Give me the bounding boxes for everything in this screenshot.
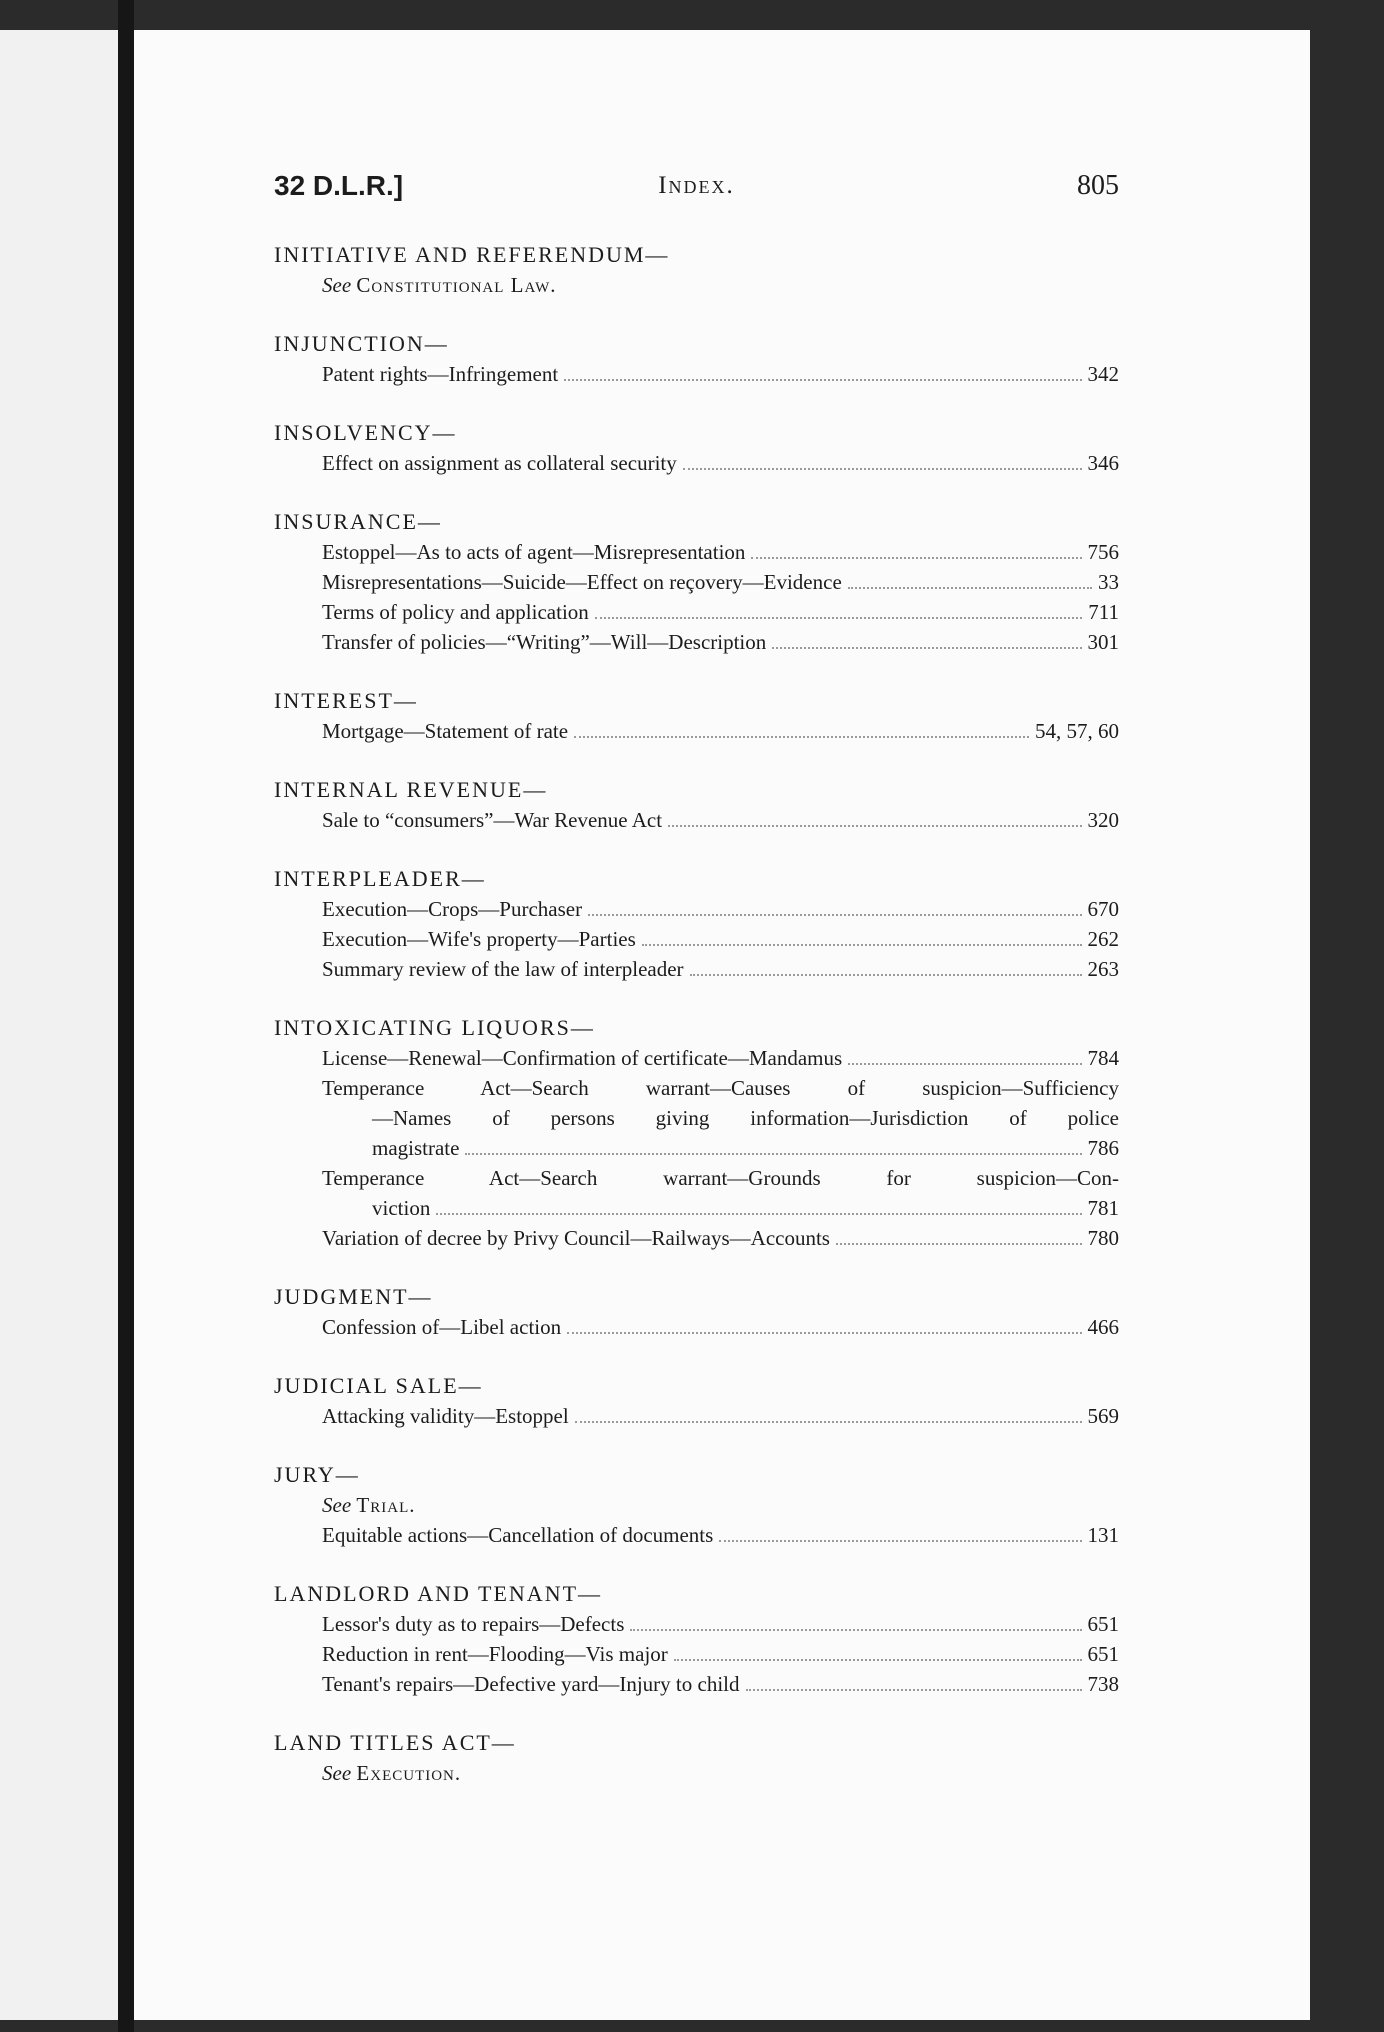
subentry-line: [274, 1193, 1119, 1223]
entry-heading: INSURANCE—: [274, 509, 442, 534]
index-subentry: [322, 716, 1119, 746]
subentry-text: magistrate: [372, 1136, 460, 1160]
entry-heading: INJUNCTION—: [274, 331, 449, 356]
subentry-text: Estoppel—As to acts of agent—Misrepresentation: [322, 540, 746, 564]
subentry-text: Summary review of the law of interpleader: [322, 957, 684, 981]
index-subentry: [322, 1043, 1119, 1073]
page-reference: 342: [1087, 362, 1119, 386]
page-reference: 301: [1087, 630, 1119, 654]
subentry-line: —Names of persons giving information—Jurisdiction of police: [372, 1106, 1119, 1130]
entry-heading: INITIATIVE AND REFERENDUM—: [274, 242, 670, 267]
subentry-list: [274, 448, 1119, 478]
index-entry: [274, 1460, 1119, 1550]
index-subentry: [322, 1401, 1119, 1431]
index-subentry: [322, 1520, 1119, 1550]
volume-reference: 32 D.L.R.]: [274, 170, 404, 201]
subentry-text: Mortgage—Statement of rate: [322, 719, 569, 743]
dot-leader: [588, 914, 1081, 916]
entry-heading: JUDGMENT—: [274, 1284, 433, 1309]
index-entry: [274, 507, 1119, 657]
entry-heading: INTERPLEADER—: [274, 866, 486, 891]
page-reference: 33: [1098, 570, 1119, 594]
dot-leader: [630, 1629, 1081, 1631]
dot-leader: [642, 944, 1082, 946]
index-entry: [274, 329, 1119, 389]
dot-leader: [836, 1243, 1082, 1245]
page-number: 805: [1077, 170, 1119, 201]
see-label: See: [322, 273, 352, 297]
see-target: Constitutional Law.: [356, 273, 557, 297]
index-subentry: [322, 627, 1119, 657]
subentry-text: Equitable actions—Cancellation of documents: [322, 1523, 714, 1547]
index-subentry: [322, 448, 1119, 478]
subentry-text: viction: [372, 1196, 431, 1220]
index-entries: [274, 240, 1119, 1788]
index-entry: [274, 1282, 1119, 1342]
page-reference: 756: [1087, 540, 1119, 564]
dot-leader: [436, 1213, 1081, 1215]
index-entry: [274, 775, 1119, 835]
subentry-line: Temperance Act—Search warrant—Causes of suspicion—Sufficiency: [322, 1076, 1119, 1100]
dot-leader: [848, 587, 1092, 589]
page-reference: 263: [1087, 957, 1119, 981]
index-subentry: [322, 359, 1119, 389]
index-entry: [274, 418, 1119, 478]
subentry-text: Confession of—Libel action: [322, 1315, 562, 1339]
subentry-list: [274, 894, 1119, 984]
entry-heading: INTOXICATING LIQUORS—: [274, 1015, 595, 1040]
entry-heading: INTEREST—: [274, 688, 418, 713]
entry-heading: JURY—: [274, 1462, 360, 1487]
index-subentry: [322, 1609, 1119, 1639]
index-entry: [274, 1728, 1119, 1788]
entry-heading: LANDLORD AND TENANT—: [274, 1581, 603, 1606]
subentry-list: [274, 1520, 1119, 1550]
subentry-list: [274, 805, 1119, 835]
index-subentry: [322, 924, 1119, 954]
dot-leader: [564, 379, 1081, 381]
subentry-list: [274, 1043, 1119, 1073]
dot-leader: [683, 468, 1082, 470]
subentry-text: Execution—Crops—Purchaser: [322, 897, 583, 921]
subentry-list: [274, 359, 1119, 389]
entry-heading: INTERNAL REVENUE—: [274, 777, 548, 802]
cross-reference: [274, 1490, 1119, 1520]
index-entry: [274, 1371, 1119, 1431]
page-reference: 131: [1087, 1523, 1119, 1547]
subentry-text: Sale to “consumers”—War Revenue Act: [322, 808, 663, 832]
dot-leader: [674, 1659, 1082, 1661]
index-subentry: [322, 1312, 1119, 1342]
see-target: Execution.: [356, 1761, 462, 1785]
see-label: See: [322, 1493, 352, 1517]
subentry-text: License—Renewal—Confirmation of certificate—Mandamus: [322, 1046, 843, 1070]
subentry-list: [274, 1401, 1119, 1431]
facing-page-edge: [0, 30, 118, 2020]
index-subentry: [322, 1639, 1119, 1669]
index-subentry: [322, 805, 1119, 835]
page-reference: 320: [1087, 808, 1119, 832]
index-entry: [274, 686, 1119, 746]
subentry-text: Variation of decree by Privy Council—Railways—Accounts: [322, 1226, 830, 1250]
see-label: See: [322, 1761, 352, 1785]
subentry-text: Patent rights—Infringement: [322, 362, 559, 386]
page-reference: 569: [1087, 1404, 1119, 1428]
index-subentry: [322, 1223, 1119, 1253]
index-subentry-multiline: [274, 1163, 1119, 1223]
index-page: [134, 30, 1310, 2020]
index-entry: [274, 864, 1119, 984]
subentry-line: Temperance Act—Search warrant—Grounds for suspicion—Con-: [322, 1166, 1119, 1190]
page-reference: 262: [1087, 927, 1119, 951]
subentry-text: Terms of policy and application: [322, 600, 589, 624]
subentry-list: [274, 1609, 1119, 1699]
page-reference: 466: [1087, 1315, 1119, 1339]
section-title: Index.: [658, 172, 735, 199]
page-reference: 780: [1087, 1226, 1119, 1250]
subentry-text: Tenant's repairs—Defective yard—Injury to child: [322, 1672, 740, 1696]
index-subentry: [322, 954, 1119, 984]
dot-leader: [690, 974, 1082, 976]
subentry-text: Misrepresentations—Suicide—Effect on reçovery—Evidence: [322, 570, 842, 594]
page-reference: 346: [1087, 451, 1119, 475]
page-reference: 738: [1087, 1672, 1119, 1696]
index-subentry: [322, 597, 1119, 627]
subentry-text: Attacking validity—Estoppel: [322, 1404, 569, 1428]
page-reference: 670: [1087, 897, 1119, 921]
index-subentry: [322, 894, 1119, 924]
subentry-text: Reduction in rent—Flooding—Vis major: [322, 1642, 668, 1666]
entry-heading: INSOLVENCY—: [274, 420, 457, 445]
subentry-list: [274, 1223, 1119, 1253]
subentry-text: Execution—Wife's property—Parties: [322, 927, 636, 951]
subentry-text: Effect on assignment as collateral security: [322, 451, 677, 475]
dot-leader: [575, 1421, 1082, 1423]
subentry-list: [274, 537, 1119, 657]
page-reference: 786: [1087, 1136, 1119, 1160]
index-entry: [274, 1013, 1119, 1253]
dot-leader: [595, 617, 1082, 619]
index-entry: [274, 1579, 1119, 1699]
page-reference: 651: [1087, 1612, 1119, 1636]
dot-leader: [746, 1689, 1082, 1691]
index-subentry-multiline: [274, 1073, 1119, 1163]
dot-leader: [751, 557, 1081, 559]
book-gutter: [118, 0, 134, 2032]
dot-leader: [465, 1153, 1081, 1155]
subentry-list: [274, 1312, 1119, 1342]
cross-reference: [274, 270, 1119, 300]
index-entry: [274, 240, 1119, 300]
see-target: Trial.: [356, 1493, 416, 1517]
cross-reference: [274, 1758, 1119, 1788]
page-reference: 711: [1088, 600, 1119, 624]
subentry-line: [274, 1133, 1119, 1163]
dot-leader: [772, 647, 1081, 649]
dot-leader: [848, 1063, 1081, 1065]
dot-leader: [668, 825, 1081, 827]
page-reference: 651: [1087, 1642, 1119, 1666]
entry-heading: JUDICIAL SALE—: [274, 1373, 483, 1398]
page-reference: 781: [1087, 1196, 1119, 1220]
subentry-text: Lessor's duty as to repairs—Defects: [322, 1612, 625, 1636]
subentry-text: Transfer of policies—“Writing”—Will—Description: [322, 630, 767, 654]
index-subentry: [322, 537, 1119, 567]
dot-leader: [719, 1540, 1081, 1542]
running-head: [274, 170, 1119, 216]
index-subentry: [322, 1669, 1119, 1699]
dot-leader: [574, 736, 1029, 738]
page-reference: 54, 57, 60: [1035, 719, 1119, 743]
page-reference: 784: [1087, 1046, 1119, 1070]
subentry-list: [274, 716, 1119, 746]
dot-leader: [567, 1332, 1081, 1334]
index-subentry: [322, 567, 1119, 597]
page-content: [274, 170, 1119, 1817]
entry-heading: LAND TITLES ACT—: [274, 1730, 516, 1755]
